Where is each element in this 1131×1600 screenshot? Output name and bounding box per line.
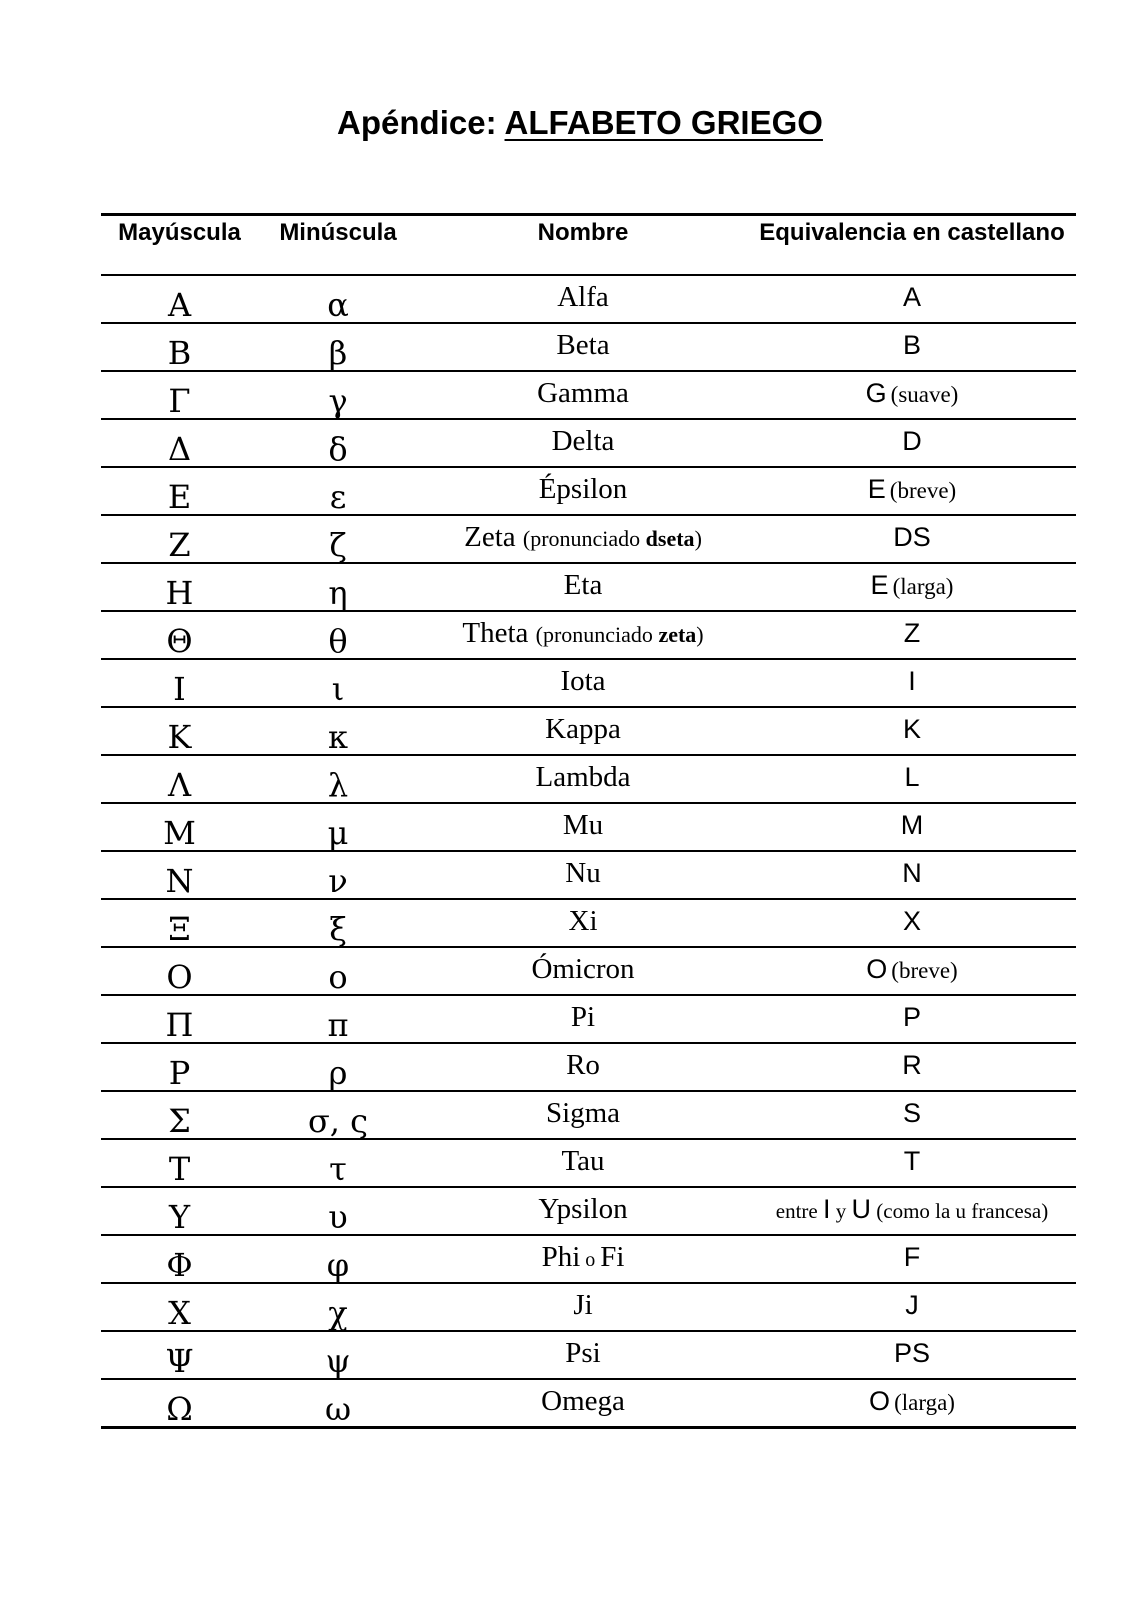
equivalence-note: (larga) [894, 1390, 955, 1415]
table-row [101, 660, 1076, 708]
table-row [101, 852, 1076, 900]
letter-name [418, 852, 748, 898]
uppercase-letter: Μ [163, 814, 196, 852]
lowercase-letter: σ, ς [307, 1102, 369, 1140]
letter-name-alt: Fi [600, 1241, 625, 1273]
table-row [101, 708, 1076, 756]
equivalence [748, 1044, 1076, 1090]
equivalence [748, 1092, 1076, 1138]
name-or: o [580, 1249, 601, 1271]
lowercase-letter: τ [329, 1150, 347, 1188]
letter-name-text: Eta [563, 569, 603, 601]
header-equivalence: Equivalencia en castellano [759, 219, 1065, 246]
equivalence-letter: G [865, 378, 887, 408]
equivalence-letter: O [866, 954, 888, 984]
equivalence [748, 564, 1076, 610]
uppercase-letter: Δ [167, 430, 192, 468]
letter-name [418, 948, 748, 994]
letter-name [418, 516, 748, 562]
lowercase-letter: ο [328, 958, 348, 996]
letter-name-text: Phi [541, 1241, 581, 1273]
letter-name [418, 468, 748, 514]
uppercase-letter: Π [165, 1006, 194, 1044]
table-row [101, 276, 1076, 324]
table-row [101, 324, 1076, 372]
pronunciation-note [523, 526, 702, 551]
equivalence-letter: B [902, 330, 921, 360]
table-row [101, 948, 1076, 996]
equivalence [748, 1332, 1076, 1378]
uppercase-letter: Γ [168, 382, 191, 420]
letter-name [418, 996, 748, 1042]
uppercase-letter: Σ [168, 1102, 191, 1140]
letter-name [418, 1380, 748, 1426]
letter-name [418, 564, 748, 610]
table-row [101, 516, 1076, 564]
lowercase-letter: χ [328, 1294, 348, 1332]
letter-name-text: Gamma [537, 377, 629, 409]
table-row [101, 1188, 1076, 1236]
letter-name [418, 1188, 748, 1234]
letter-name-text: Kappa [545, 713, 621, 745]
letter-name-text: Ypsilon [538, 1193, 628, 1225]
equivalence [748, 612, 1076, 658]
letter-name [418, 1092, 748, 1138]
uppercase-letter: Ν [165, 862, 194, 900]
lowercase-letter: β [328, 334, 348, 372]
table-body [101, 276, 1076, 1426]
equivalence-note: (breve) [891, 958, 958, 983]
table-row [101, 1044, 1076, 1092]
equivalence-letter: F [903, 1242, 921, 1272]
equivalence [748, 708, 1076, 754]
equivalence-letter: E [870, 570, 889, 600]
equivalence [748, 420, 1076, 466]
pronunciation-note [536, 622, 704, 647]
lowercase-letter: π [327, 1006, 349, 1044]
uppercase-letter: Ρ [168, 1054, 191, 1092]
equivalence-note: (larga) [892, 574, 954, 599]
lowercase-letter: λ [327, 766, 349, 804]
letter-name [418, 1284, 748, 1330]
lowercase-letter: ψ [325, 1342, 351, 1380]
lowercase-letter: φ [326, 1246, 350, 1284]
uppercase-letter: Χ [168, 1294, 191, 1332]
pronunciation-note-pre: (pronunciado [522, 526, 646, 551]
header-name: Nombre [537, 219, 629, 246]
letter-name-text: Mu [562, 809, 604, 841]
equivalence [748, 996, 1076, 1042]
equivalence-letter: T [903, 1146, 921, 1176]
equivalence [748, 1140, 1076, 1186]
equivalence-letter: DS [893, 522, 931, 552]
letter-name [418, 804, 748, 850]
equivalence [748, 804, 1076, 850]
equivalence-letter: P [902, 1002, 921, 1032]
uppercase-letter: Α [167, 286, 192, 324]
uppercase-letter: Ψ [165, 1342, 194, 1380]
equivalence-letter: M [900, 810, 924, 840]
uppercase-letter: Λ [167, 766, 192, 804]
uppercase-letter: Τ [168, 1150, 191, 1188]
greek-alphabet-table [101, 213, 1076, 1429]
letter-name [418, 708, 748, 754]
uppercase-letter: Ω [166, 1390, 193, 1428]
lowercase-letter: ε [329, 478, 347, 516]
equivalence [748, 1236, 1076, 1282]
equivalence-letter: D [902, 426, 922, 456]
equivalence [748, 660, 1076, 706]
table-row [101, 900, 1076, 948]
uppercase-letter: Φ [166, 1246, 193, 1284]
table-row [101, 1140, 1076, 1188]
pronunciation-note-post: ) [696, 622, 704, 647]
lowercase-letter: ω [324, 1390, 352, 1428]
table-row [101, 996, 1076, 1044]
table-row [101, 564, 1076, 612]
equivalence-letter: X [902, 906, 921, 936]
letter-name [418, 324, 748, 370]
equivalence-letter: L [904, 762, 920, 792]
letter-name [418, 372, 748, 418]
letter-name-text: Ji [573, 1289, 593, 1321]
equivalence [748, 372, 1076, 418]
letter-name [418, 276, 748, 322]
letter-name-text: Theta [462, 617, 529, 649]
equivalence [748, 1188, 1076, 1234]
equivalence-letter: J [905, 1290, 919, 1320]
table-row [101, 1284, 1076, 1332]
letter-name-text: Pi [570, 1001, 596, 1033]
uppercase-letter: Ζ [168, 526, 191, 564]
letter-name-text: Omega [541, 1385, 625, 1417]
uppercase-letter: Ο [166, 958, 193, 996]
letter-name [418, 900, 748, 946]
uppercase-letter: Θ [166, 622, 193, 660]
table-row [101, 612, 1076, 660]
title-main: ALFABETO GRIEGO [504, 104, 823, 141]
lowercase-letter: ν [328, 862, 348, 900]
letter-name [418, 660, 748, 706]
lowercase-letter: υ [328, 1198, 348, 1236]
equivalence-letter: N [902, 858, 922, 888]
letter-name [418, 756, 748, 802]
header-uppercase: Mayúscula [118, 219, 241, 246]
equivalence [748, 1284, 1076, 1330]
lowercase-letter: η [328, 574, 348, 612]
equivalence [748, 468, 1076, 514]
letter-name-text: Épsilon [538, 473, 628, 505]
uppercase-letter: Ξ [168, 910, 191, 948]
pronunciation-note-bold: zeta [658, 622, 697, 647]
table-row [101, 756, 1076, 804]
letter-name [418, 1044, 748, 1090]
pronunciation-note-post: ) [694, 526, 702, 551]
uppercase-letter: Β [167, 334, 192, 372]
letter-name [418, 1140, 748, 1186]
table-row [101, 804, 1076, 852]
equivalence [748, 324, 1076, 370]
lowercase-letter: κ [328, 718, 348, 756]
letter-name-text: Lambda [535, 761, 631, 793]
letter-name-text: Sigma [545, 1097, 621, 1129]
equivalence-letter: Z [903, 618, 921, 648]
equivalence-letter: O [869, 1386, 891, 1416]
letter-name-text: Alfa [557, 281, 609, 313]
lowercase-letter: γ [328, 382, 348, 420]
uppercase-letter: Κ [167, 718, 192, 756]
letter-name-text: Delta [551, 425, 615, 457]
table-row [101, 1332, 1076, 1380]
equivalence [748, 948, 1076, 994]
letter-name-text: Ro [566, 1049, 600, 1081]
table-row [101, 420, 1076, 468]
equivalence [748, 276, 1076, 322]
lowercase-letter: ι [331, 670, 345, 708]
equivalence-letter: PS [893, 1338, 931, 1368]
equivalence [748, 516, 1076, 562]
letter-name [418, 420, 748, 466]
lowercase-letter: δ [328, 430, 348, 468]
letter-name [418, 612, 748, 658]
title-prefix: Apéndice: [337, 104, 497, 141]
uppercase-letter: Υ [168, 1198, 191, 1236]
uppercase-letter: Η [165, 574, 194, 612]
table-row [101, 468, 1076, 516]
equivalence-note: (suave) [890, 382, 959, 407]
letter-name-text: Nu [565, 857, 601, 889]
lowercase-letter: ζ [329, 526, 347, 564]
letter-name-text: Zeta [464, 521, 516, 553]
uppercase-letter: Ε [167, 478, 192, 516]
lowercase-letter: ξ [329, 910, 347, 948]
equivalence-part: entre [775, 1199, 823, 1223]
pronunciation-note-bold: dseta [645, 526, 695, 551]
letter-name-text: Xi [568, 905, 598, 937]
equivalence-letter: K [902, 714, 921, 744]
equivalence-part: I [822, 1194, 831, 1224]
table-row [101, 1092, 1076, 1140]
equivalence-letter: S [902, 1098, 921, 1128]
letter-name-text: Psi [565, 1337, 601, 1369]
equivalence-letter: R [902, 1050, 922, 1080]
header-lowercase: Minúscula [279, 219, 397, 246]
letter-name-text: Beta [556, 329, 610, 361]
lowercase-letter: ρ [328, 1054, 348, 1092]
lowercase-letter: α [327, 286, 349, 324]
equivalence [748, 1380, 1076, 1426]
equivalence-part: (como la u francesa) [871, 1199, 1049, 1223]
letter-name-text: Tau [561, 1145, 605, 1177]
letter-name-text: Ómicron [531, 953, 635, 985]
uppercase-letter: Ι [173, 670, 186, 708]
equivalence-part: y [830, 1199, 852, 1223]
equivalence [748, 900, 1076, 946]
page-title [0, 103, 1131, 143]
pronunciation-note-pre: (pronunciado [535, 622, 659, 647]
table-row [101, 1236, 1076, 1284]
letter-name-text: Iota [560, 665, 606, 697]
equivalence-letter: I [908, 666, 916, 696]
lowercase-letter: θ [328, 622, 348, 660]
lowercase-letter: μ [327, 814, 349, 852]
equivalence-note: (breve) [889, 478, 957, 503]
table-row [101, 372, 1076, 420]
equivalence-letter: E [867, 474, 886, 504]
table-header [101, 216, 1076, 276]
letter-name [418, 1236, 748, 1282]
equivalence-letter: A [902, 282, 921, 312]
equivalence [748, 852, 1076, 898]
table-row [101, 1380, 1076, 1426]
equivalence-part: U [851, 1194, 871, 1224]
letter-name [418, 1332, 748, 1378]
equivalence [748, 756, 1076, 802]
